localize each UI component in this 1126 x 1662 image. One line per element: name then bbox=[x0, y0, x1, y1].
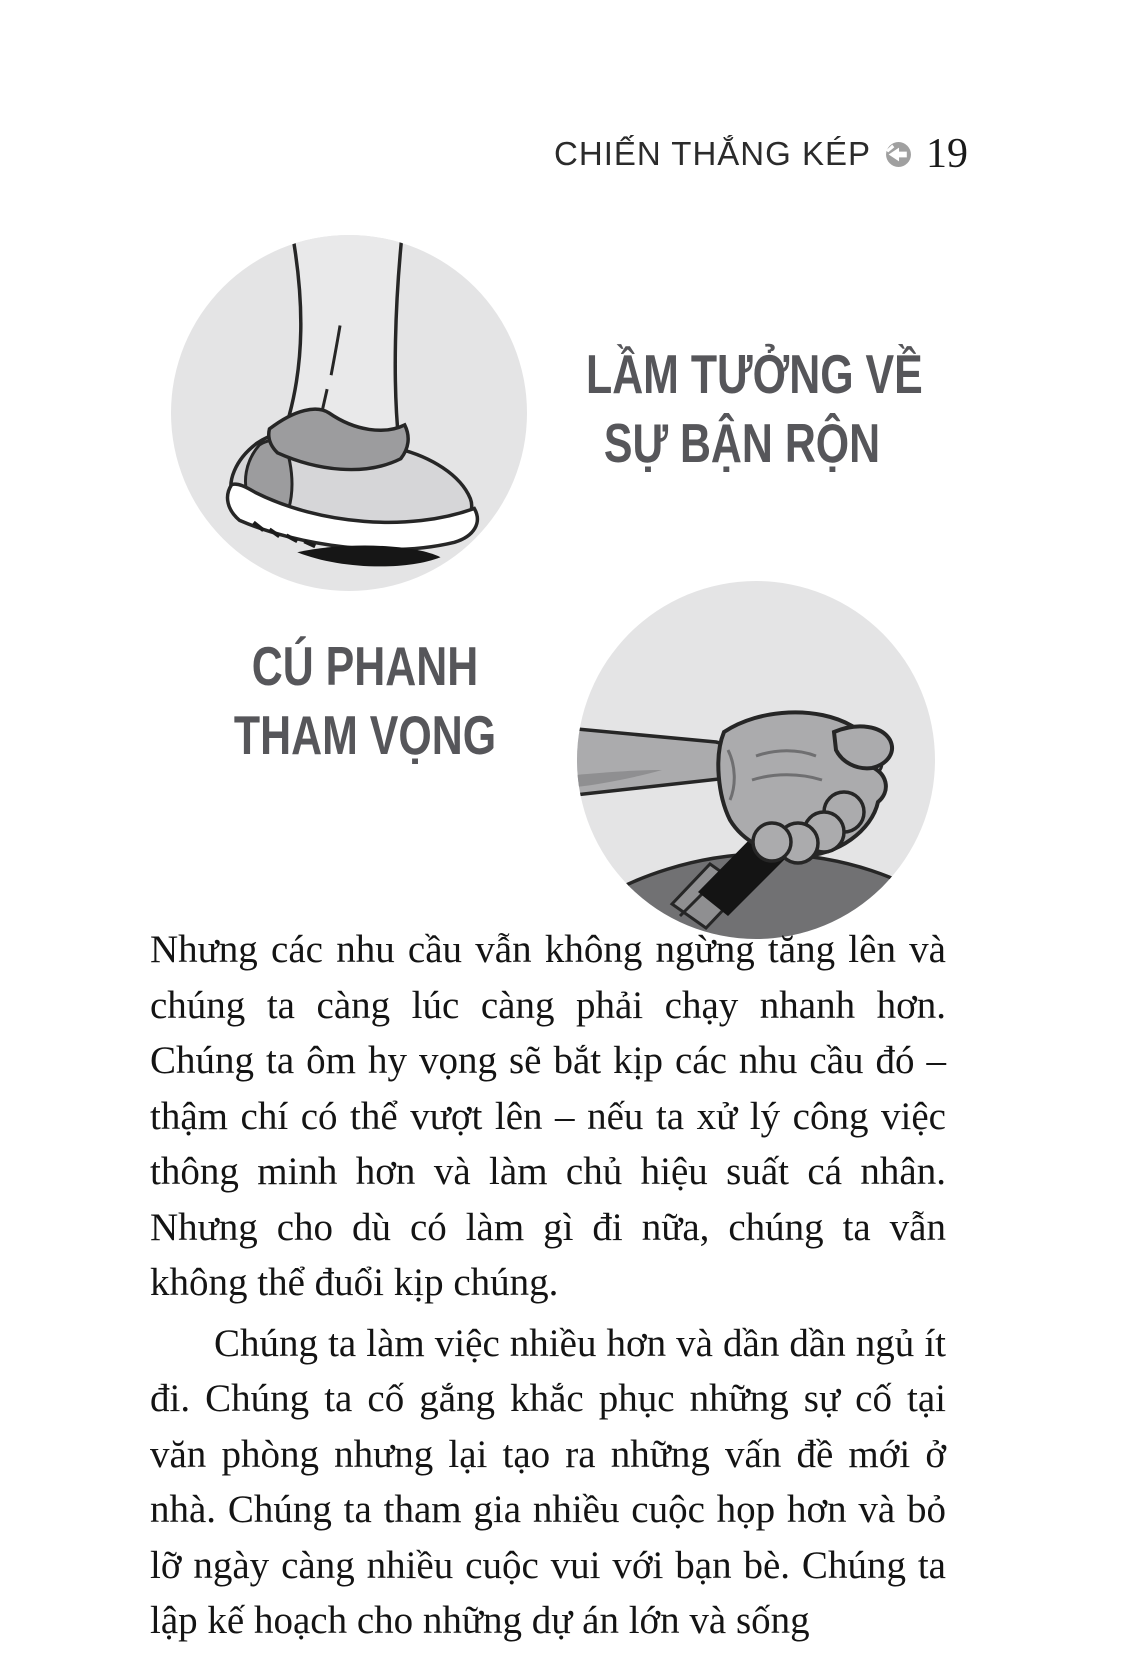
body-text bbox=[150, 922, 946, 1649]
paragraph: Nhưng các nhu cầu vẫn không ngừng tăng lên và chúng ta càng lúc càng phải chạy nhanh hơn. Chúng ta ôm hy vọng sẽ bắt kịp các nhu cầu đó – thậm chí có thể vượt lên – nếu ta xử lý công việc thông minh hơn và làm chủ hiệu suất cá nhân. Nhưng cho dù có làm gì đi nữa, chúng ta vẫn không thể đuổi kịp chúng. bbox=[150, 928, 946, 1304]
figure2-caption bbox=[209, 632, 521, 770]
figure1-caption bbox=[586, 340, 923, 478]
paragraph: Chúng ta làm việc nhiều hơn và dần dần ngủ ít đi. Chúng ta cố gắng khắc phục những sự cố tại văn phòng nhưng lại tạo ra những vấn đề mới ở nhà. Chúng ta tham gia nhiều cuộc họp hơn và bỏ lỡ ngày càng nhiều cuộc vui với bạn bè. Chúng ta lập kế hoạch cho những dự án lớn và sống bbox=[150, 1321, 946, 1642]
running-head-title: CHIẾN THẮNG KÉP bbox=[554, 135, 871, 172]
page-number: 19 bbox=[926, 131, 968, 177]
caption-line: LẦM TƯỞNG VỀ bbox=[586, 343, 923, 405]
caption-line: SỰ BẬN RỘN bbox=[603, 412, 881, 474]
running-shoe-illustration bbox=[170, 234, 528, 592]
handbrake-illustration bbox=[576, 580, 936, 940]
circular-arrow-left-icon bbox=[885, 141, 912, 168]
caption-line: CÚ PHANH bbox=[251, 635, 479, 697]
figure-hand-brake bbox=[576, 580, 936, 940]
figure-running-shoe bbox=[170, 234, 528, 592]
caption-line: THAM VỌNG bbox=[233, 704, 497, 766]
running-header bbox=[554, 132, 968, 176]
